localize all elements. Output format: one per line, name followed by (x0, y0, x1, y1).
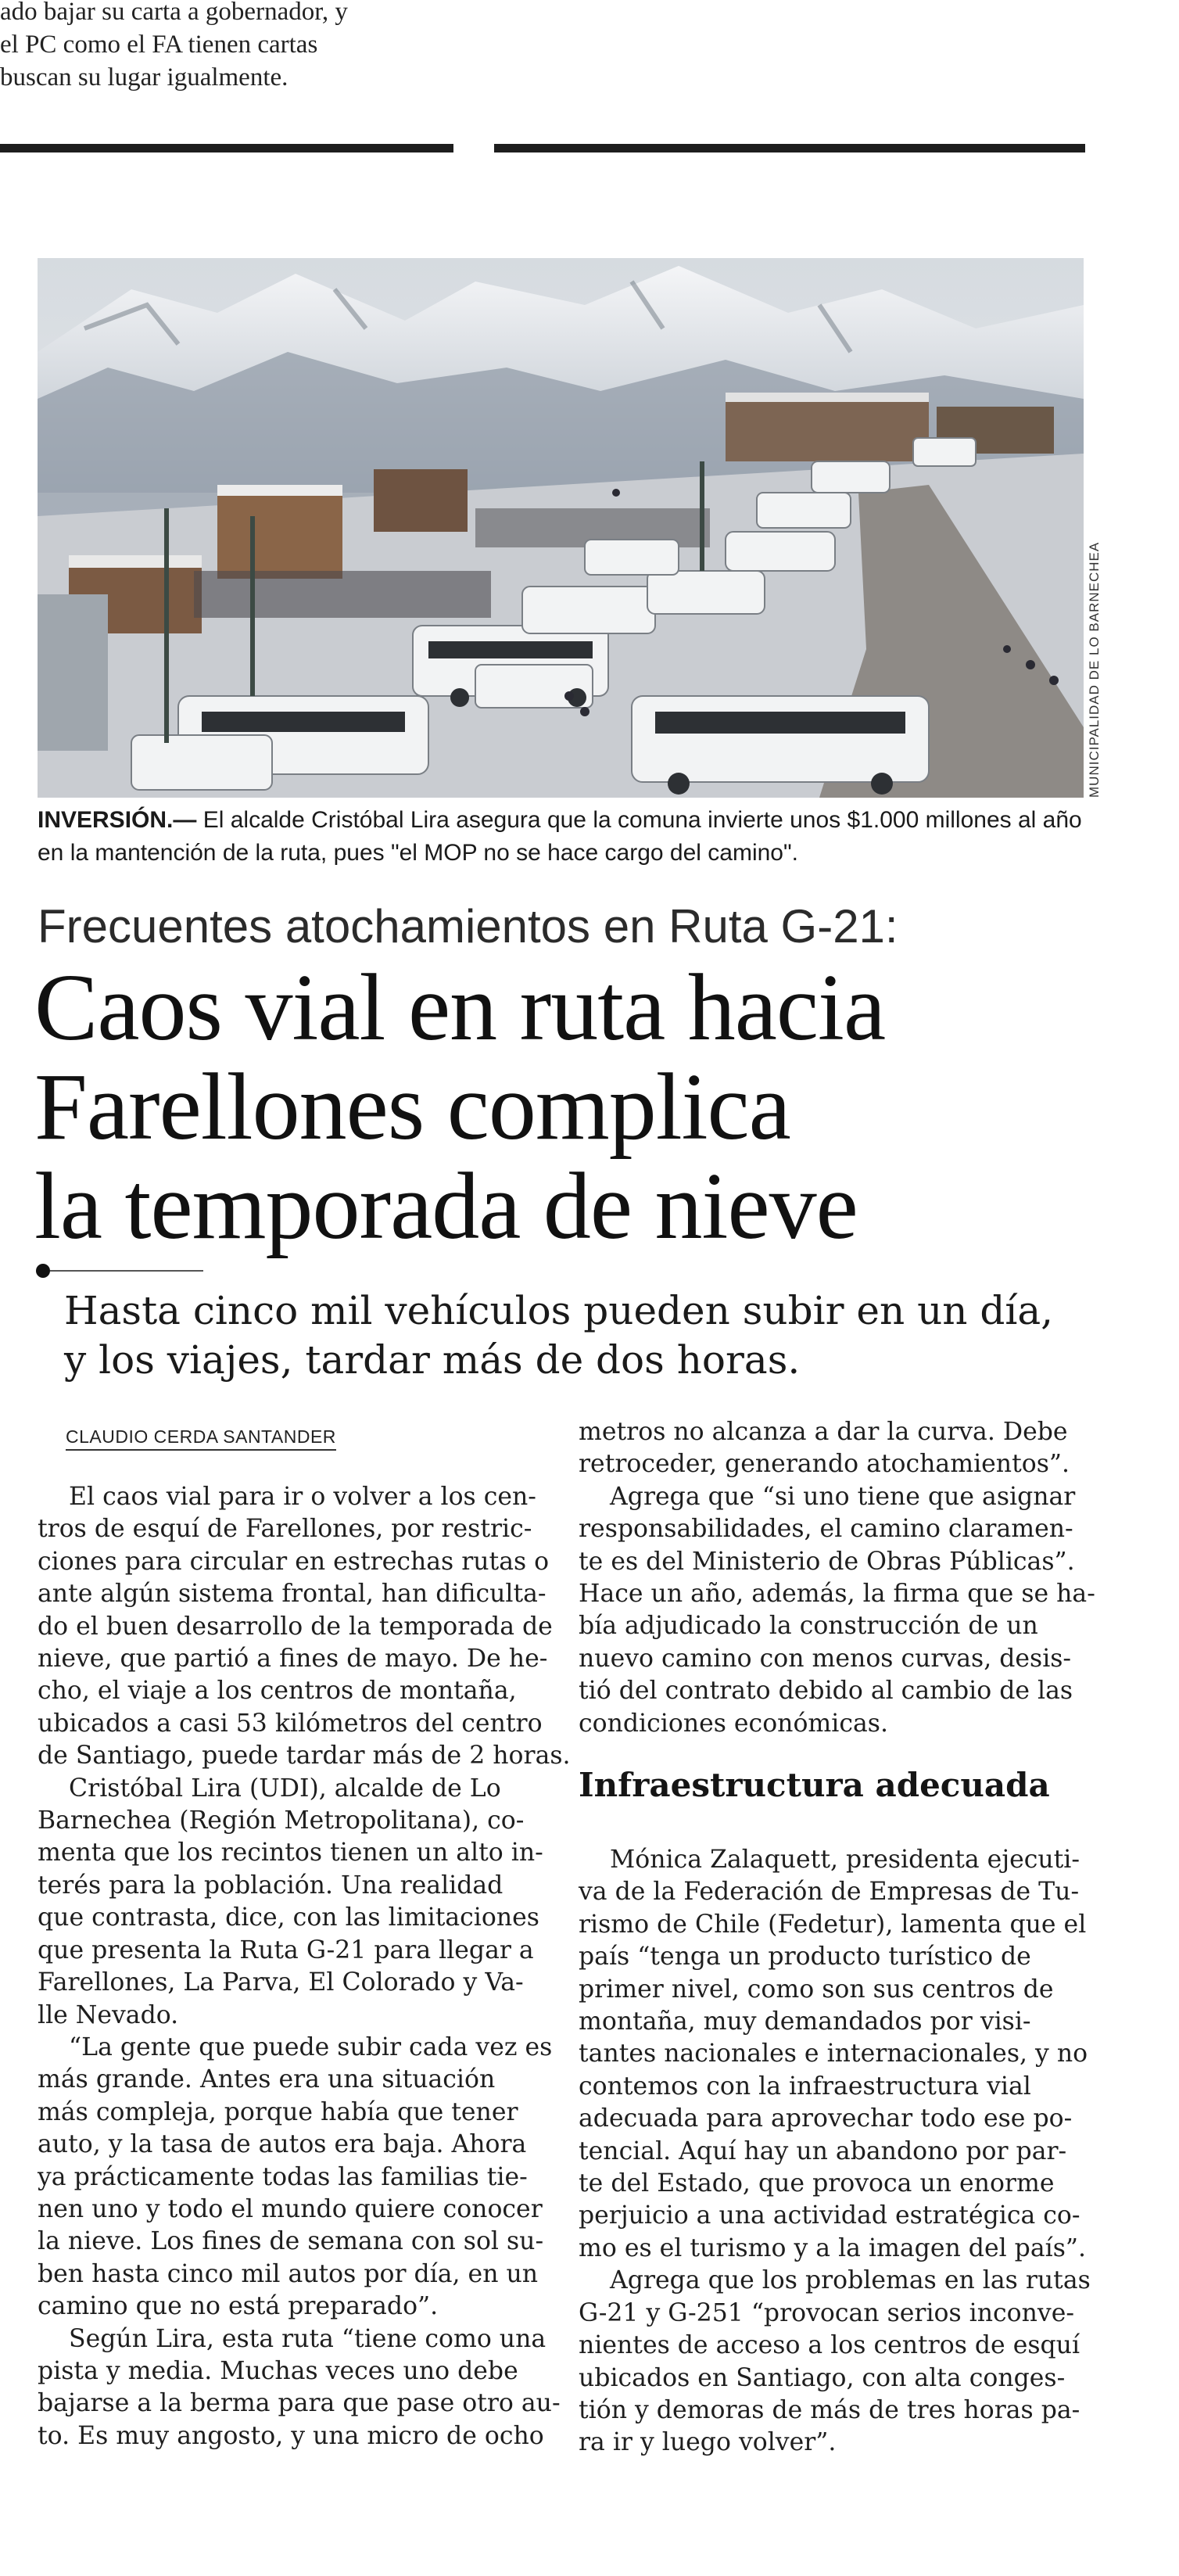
body-line: G-21 y G-251 “provocan serios inconve- (579, 2298, 1075, 2327)
headline-line: Farellones complica (34, 1054, 790, 1160)
body-line: tió del contrato debido al cambio de las (579, 1677, 1073, 1706)
body-line: pista y media. Muchas veces uno debe (38, 2356, 518, 2385)
article-column-2-bottom (579, 1844, 1095, 2459)
ski-resort-traffic-photo (38, 258, 1084, 798)
body-line: Según Lira, esta ruta “tiene como una (38, 2324, 546, 2353)
body-line: do el buen desarrollo de la temporada de (38, 1612, 553, 1641)
body-line: contemos con la infraestructura vial (579, 2072, 1031, 2101)
body-line: retroceder, generando atochamientos”. (579, 1450, 1070, 1479)
caption-text: El alcalde Cristóbal Lira asegura que la comuna invierte unos $1.000 millones al año en la mantención de la ruta, pues "el MOP no se hace cargo del camino". (38, 807, 1082, 866)
body-line: más grande. Antes era una situación (38, 2065, 496, 2094)
text-line: ado bajar su carta a gobernador, y (0, 0, 348, 26)
body-line: tros de esquí de Farellones, por restric- (38, 1515, 532, 1544)
body-line: ra ir y luego volver”. (579, 2428, 837, 2457)
body-line: menta que los recintos tienen un alto in- (38, 1839, 543, 1867)
body-line: auto, y la tasa de autos era baja. Ahora (38, 2130, 527, 2159)
body-line: adecuada para aprovechar todo ese po- (579, 2104, 1073, 2133)
body-line: metros no alcanza a dar la curva. Debe (579, 1418, 1068, 1446)
body-line: te del Estado, que provoca un enorme (579, 2169, 1055, 2198)
body-line: Mónica Zalaquett, presidenta ejecuti- (579, 1846, 1080, 1874)
caption-lead: INVERSIÓN.— (38, 807, 197, 833)
body-line: responsabilidades, el camino claramen- (579, 1515, 1073, 1544)
body-line: que contrasta, dice, con las limitaciones (38, 1903, 539, 1932)
body-line: Barnechea (Región Metropolitana), co- (38, 1806, 525, 1835)
body-line: El caos vial para ir o volver a los cen- (38, 1483, 536, 1511)
text-line: buscan su lugar igualmente. (0, 63, 288, 91)
body-line: to. Es muy angosto, y una micro de ocho (38, 2421, 544, 2450)
article-column-1 (38, 1481, 571, 2452)
body-line: país “tenga un producto turístico de (579, 1943, 1031, 1971)
body-line: “La gente que puede subir cada vez es (38, 2032, 553, 2061)
deck-line: Hasta cinco mil vehículos pueden subir en un día, (64, 1288, 1054, 1333)
body-line: la nieve. Los fines de semana con sol su- (38, 2227, 544, 2256)
article-subhead: Infraestructura adecuada (579, 1766, 1050, 1804)
article-headline (34, 955, 1129, 1259)
photo-caption (38, 804, 1101, 870)
deck-bullet-line (50, 1270, 203, 1272)
body-line: Agrega que los problemas en las rutas (579, 2266, 1091, 2295)
body-line: Agrega que “si uno tiene que asignar (579, 1482, 1076, 1511)
deck-line: y los viajes, tardar más de dos horas. (64, 1337, 801, 1383)
body-line: rismo de Chile (Fedetur), lamenta que el (579, 1910, 1087, 1939)
body-line: ubicados a casi 53 kilómetros del centro (38, 1709, 543, 1738)
body-line: tión y demoras de más de tres horas pa- (579, 2395, 1080, 2424)
body-line: Farellones, La Parva, El Colorado y Va- (38, 1968, 524, 1997)
previous-article-text (0, 0, 438, 94)
body-line: nieve, que partió a fines de mayo. De he- (38, 1645, 548, 1674)
body-line: bía adjudicado la construcción de un (579, 1612, 1038, 1641)
body-line: te es del Ministerio de Obras Públicas”. (579, 1547, 1075, 1576)
section-divider-left (0, 144, 453, 152)
body-line: nientes de acceso a los centros de esquí (579, 2331, 1080, 2360)
body-line: nen uno y todo el mundo quiere conocer (38, 2194, 543, 2223)
body-line: Cristóbal Lira (UDI), alcalde de Lo (38, 1774, 501, 1803)
body-line: ciones para circular en estrechas rutas o (38, 1547, 550, 1576)
body-line: terés para la población. Una realidad (38, 1871, 503, 1900)
body-line: ben hasta cinco mil autos por día, en un (38, 2259, 539, 2288)
article-deck (64, 1286, 1112, 1385)
article-kicker: Frecuentes atochamientos en Ruta G-21: (38, 900, 898, 953)
deck-bullet-dot (36, 1264, 50, 1278)
body-line: bajarse a la berma para que pase otro au- (38, 2389, 561, 2418)
body-line: perjuicio a una actividad estratégica co- (579, 2201, 1080, 2230)
body-line: mo es el turismo y a la imagen del país”. (579, 2233, 1086, 2262)
photo-credit-text: MUNICIPALIDAD DE LO BARNECHEA (1087, 541, 1102, 798)
body-line: condiciones económicas. (579, 1709, 888, 1738)
section-divider-right (494, 144, 1085, 152)
article-column-2-top (579, 1416, 1095, 1740)
body-line: ya prácticamente todas las familias tie- (38, 2162, 528, 2191)
body-line: lle Nevado. (38, 2000, 179, 2029)
body-line: nuevo camino con menos curvas, desis- (579, 1644, 1072, 1673)
body-line: ante algún sistema frontal, han dificulta- (38, 1580, 546, 1609)
body-line: más compleja, porque había que tener (38, 2097, 518, 2126)
photo-credit (1085, 516, 1109, 798)
body-line: de Santiago, puede tardar más de 2 horas. (38, 1742, 571, 1771)
body-line: Hace un año, además, la firma que se ha- (579, 1580, 1095, 1609)
body-line: montaña, muy demandados por visi- (579, 2007, 1031, 2036)
body-line: ubicados en Santiago, con alta conges- (579, 2363, 1066, 2392)
body-line: que presenta la Ruta G-21 para llegar a (38, 1936, 534, 1964)
body-line: tencial. Aquí hay un abandono por par- (579, 2137, 1067, 2165)
body-line: camino que no está preparado”. (38, 2292, 439, 2321)
text-line: el PC como el FA tienen cartas (0, 30, 318, 59)
body-line: primer nivel, como son sus centros de (579, 1975, 1054, 2004)
body-line: cho, el viaje a los centros de montaña, (38, 1677, 517, 1706)
body-line: va de la Federación de Empresas de Tu- (579, 1878, 1080, 1907)
body-line: tantes nacionales e internacionales, y no (579, 2040, 1088, 2068)
headline-line: Caos vial en ruta hacia (34, 955, 886, 1060)
headline-line: la temporada de nieve (34, 1153, 858, 1259)
article-byline: CLAUDIO CERDA SANTANDER (66, 1426, 336, 1451)
